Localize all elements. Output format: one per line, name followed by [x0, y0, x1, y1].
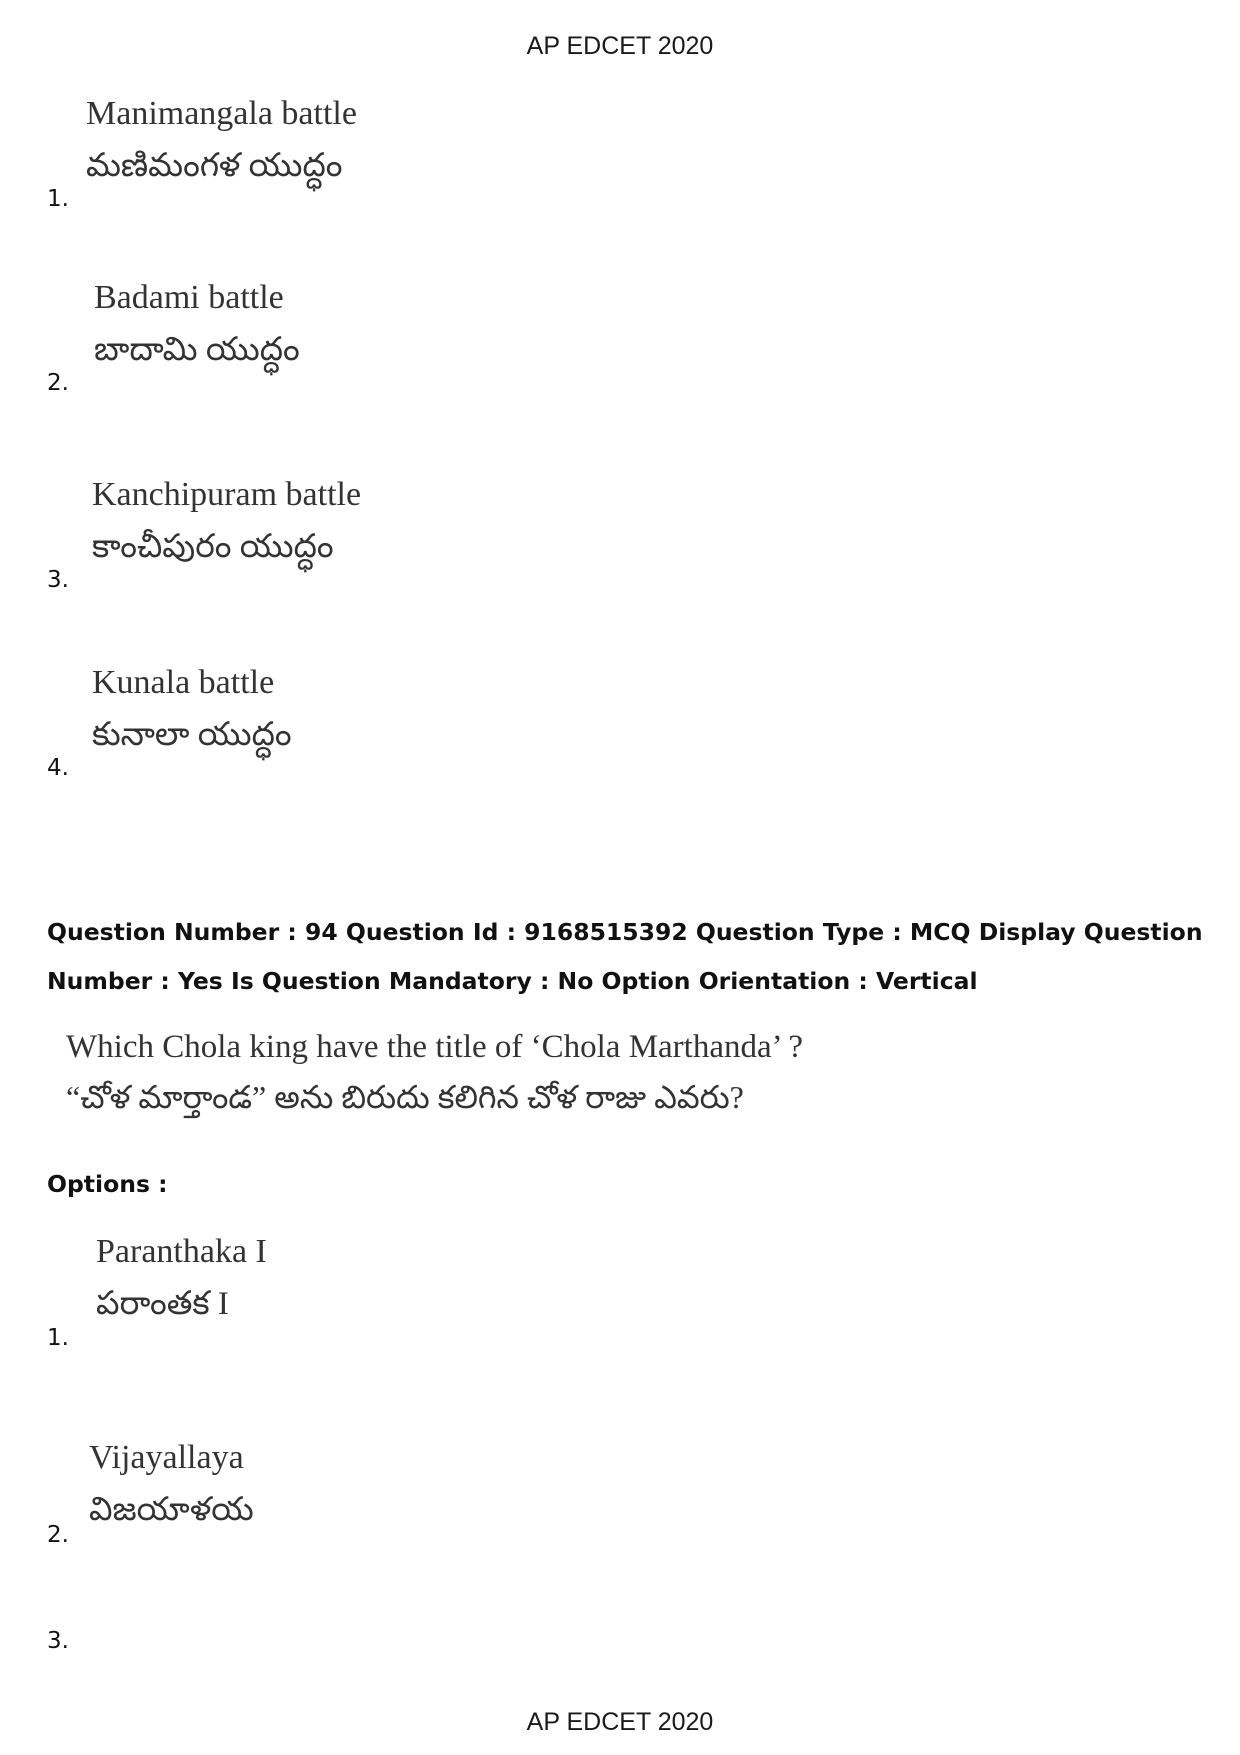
prev-option-2-image — [94, 272, 300, 376]
prev-option-2-en: Badami battle — [94, 279, 284, 316]
prev-option-4-te: కునాలా యుద్ధం — [92, 716, 292, 753]
prev-option-2-number: 2. — [47, 370, 69, 396]
question-meta-line-1: Question Number : 94 Question Id : 9168515392 Question Type : MCQ Display Question — [47, 918, 1203, 946]
prev-option-3-image — [92, 469, 361, 573]
option-1-te: పరాంతక I — [96, 1285, 229, 1322]
prev-option-4-number: 4. — [47, 755, 69, 781]
prev-option-1-image — [86, 88, 357, 192]
prev-option-4-image — [92, 657, 292, 761]
option-2-te: విజయాళయ — [89, 1491, 254, 1528]
prev-option-3-te: కాంచీపురం యుద్ధం — [92, 528, 334, 565]
prev-option-3-number: 3. — [47, 567, 69, 593]
option-2-image — [89, 1432, 254, 1536]
prev-option-2-te: బాదామి యుద్ధం — [94, 331, 300, 368]
question-text-en: Which Chola king have the title of ‘Chola Marthanda’ ? — [66, 1029, 804, 1065]
question-text — [66, 1022, 803, 1123]
options-label: Options : — [47, 1170, 168, 1198]
option-2-en: Vijayallaya — [89, 1439, 244, 1476]
option-3-number: 3. — [47, 1628, 69, 1654]
option-1-image — [96, 1226, 267, 1330]
page-footer: AP EDCET 2020 — [526, 1708, 714, 1736]
option-1-number: 1. — [47, 1325, 69, 1351]
question-meta-line-2: Number : Yes Is Question Mandatory : No Option Orientation : Vertical — [47, 967, 978, 995]
prev-option-1-number: 1. — [47, 186, 69, 212]
question-text-te: “చోళ మార్తాండ” అను బిరుదు కలిగిన చోళ రాజు ఎవరు? — [66, 1079, 744, 1116]
page-header: AP EDCET 2020 — [526, 32, 714, 60]
option-1-en: Paranthaka I — [96, 1233, 267, 1270]
prev-option-4-en: Kunala battle — [92, 664, 275, 701]
option-2-number: 2. — [47, 1522, 69, 1548]
prev-option-1-en: Manimangala battle — [86, 95, 357, 132]
prev-option-1-te: మణిమంగళ యుద్ధం — [86, 147, 343, 184]
prev-option-3-en: Kanchipuram battle — [92, 476, 362, 513]
